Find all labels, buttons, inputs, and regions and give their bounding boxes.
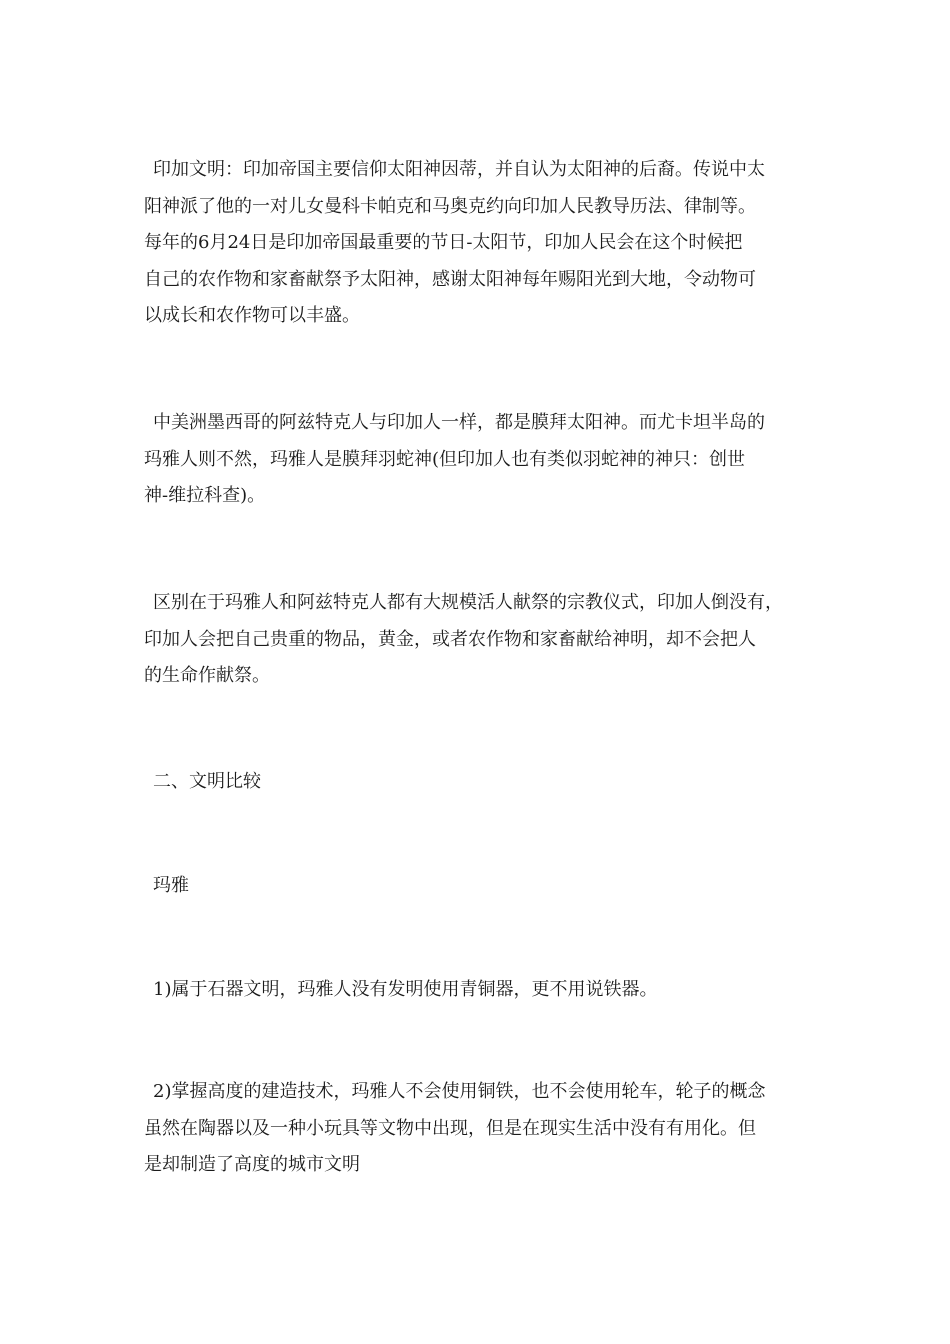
- heading-text: 二、文明比较: [153, 771, 261, 792]
- text-line: 印加文明：印加帝国主要信仰太阳神因蒂，并自认为太阳神的后裔。传说中太: [153, 159, 765, 180]
- text-line: 以成长和农作物可以丰盛。: [144, 305, 360, 326]
- text-line: 神-维拉科查)。: [144, 485, 266, 506]
- maya-point-2: [144, 1074, 814, 1184]
- maya-point-1: [144, 972, 814, 1009]
- paragraph-aztec-maya-worship: [144, 405, 814, 515]
- text-line: 阳神派了他的一对儿女曼科卡帕克和马奥克约向印加人民教导历法、律制等。: [144, 195, 756, 217]
- text-line: 中美洲墨西哥的阿兹特克人与印加人一样，都是膜拜太阳神。而尤卡坦半岛的: [153, 412, 765, 433]
- text-line: 每年的6月24日是印加帝国最重要的节日-太阳节，印加人民会在这个时候把: [144, 232, 743, 253]
- text-line: 区别在于玛雅人和阿兹特克人都有大规模活人献祭的宗教仪式，印加人倒没有，: [153, 592, 783, 613]
- text-line: 是却制造了高度的城市文明: [144, 1154, 360, 1175]
- text-line: 虽然在陶器以及一种小玩具等文物中出现，但是在现实生活中没有有用化。但: [144, 1117, 756, 1139]
- text-line: 自己的农作物和家畜献祭予太阳神，感谢太阳神每年赐阳光到大地，令动物可: [144, 268, 756, 290]
- text-line: 印加人会把自己贵重的物品，黄金，或者农作物和家畜献给神明，却不会把人: [144, 628, 756, 650]
- text-line: 的生命作献祭。: [144, 665, 270, 686]
- paragraph-inca-civilization: [144, 152, 814, 335]
- section-heading: [144, 764, 814, 801]
- text-line: 2)掌握高度的建造技术，玛雅人不会使用铜铁，也不会使用轮车，轮子的概念: [153, 1081, 766, 1102]
- maya-heading: [144, 868, 814, 905]
- paragraph-sacrifice-difference: [144, 585, 814, 695]
- text-line: 玛雅人则不然，玛雅人是膜拜羽蛇神(但印加人也有类似羽蛇神的神只：创世: [144, 448, 746, 470]
- text-line: 1)属于石器文明，玛雅人没有发明使用青铜器，更不用说铁器。: [153, 979, 658, 1000]
- heading-text: 玛雅: [153, 875, 189, 896]
